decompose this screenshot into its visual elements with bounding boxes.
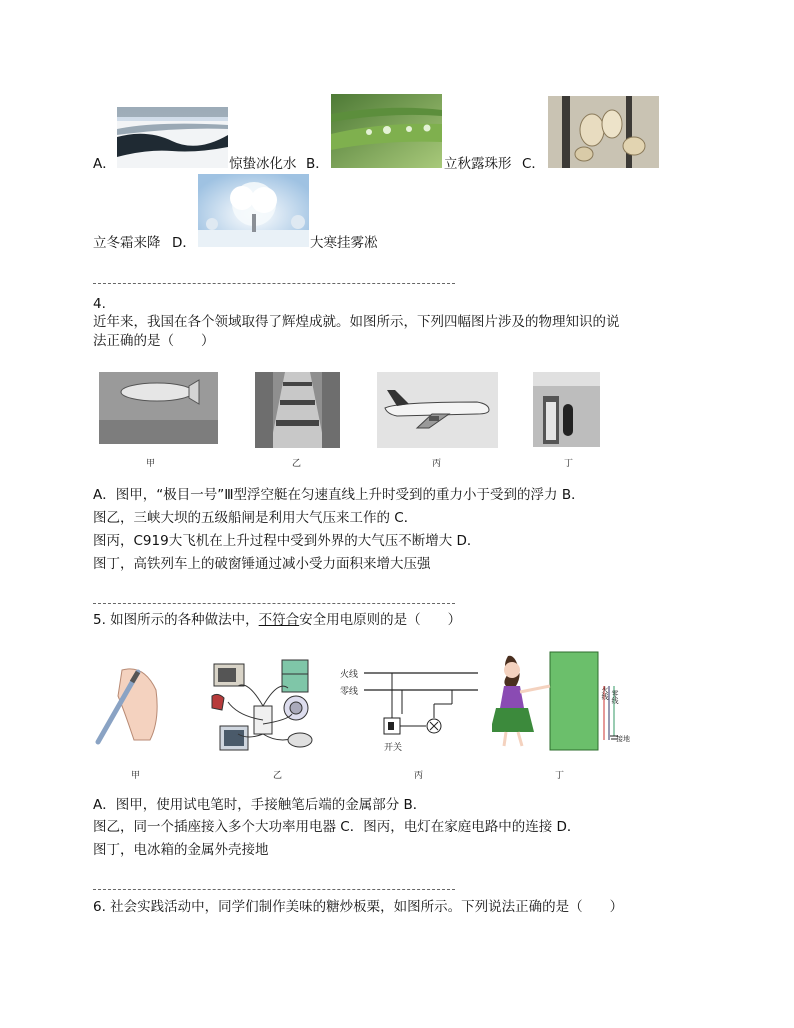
- q3-option-c-label: C．: [522, 156, 545, 172]
- q4-option-line3: 图丙，C919大飞机在上升过程中受到外界的大气压不断增大 D．: [93, 533, 481, 549]
- q5-option-line1: A．图甲，使用试电笔时，手接触笔后端的金属部分 B．: [93, 797, 427, 813]
- q4-caption-yi: 乙: [292, 459, 302, 469]
- q3-option-d-text: 大寒挂雾凇: [310, 235, 378, 251]
- q3-option-b-label: B．: [306, 156, 329, 172]
- q5-option-line2: 图乙，同一个插座接入多个大功率用电器 C．图丙，电灯在家庭电路中的连接 D．: [93, 819, 581, 835]
- q5-option-line3: 图丁，电冰箱的金属外壳接地: [93, 842, 269, 858]
- q5-stem: 5. 如图所示的各种做法中，不符合安全用电原则的是（ ）: [93, 612, 462, 628]
- frost-leaves-photo: [548, 96, 659, 168]
- q5-stem-emphasis: 不符合: [258, 612, 300, 628]
- q3-option-a-label: A．: [93, 156, 116, 172]
- q5-caption-ding: 丁: [555, 771, 565, 781]
- fridge-live-wire-label: 火线: [601, 686, 609, 700]
- q4-caption-ding: 丁: [564, 459, 574, 469]
- overloaded-socket-illustration: [208, 650, 320, 756]
- ice-thaw-photo: [117, 107, 228, 168]
- q5-caption-jia: 甲: [131, 771, 141, 781]
- q4-caption-jia: 甲: [146, 459, 156, 469]
- q3-option-d-label: D．: [172, 235, 196, 251]
- fridge-neutral-wire-label: 零线: [611, 690, 619, 704]
- question-separator: [93, 283, 455, 284]
- test-pen-illustration: [94, 660, 162, 746]
- lamp-circuit-diagram: [340, 664, 482, 752]
- rime-tree-photo: [198, 174, 309, 247]
- live-wire-label: 火线: [340, 670, 359, 680]
- q4-stem-line2: 法正确的是（ ）: [93, 333, 215, 349]
- fridge-grounding-illustration: [492, 646, 632, 758]
- q6-stem: 6. 社会实践活动中，同学们制作美味的糖炒板栗，如图所示。下列说法正确的是（ ）: [93, 899, 624, 915]
- q4-option-line4: 图丁，高铁列车上的破窗锤通过减小受力面积来增大压强: [93, 556, 431, 572]
- window-breaker-photo: [533, 372, 600, 447]
- q4-option-line1: A．图甲，“极目一号”Ⅲ型浮空艇在匀速直线上升时受到的重力小于受到的浮力 B．: [93, 487, 585, 503]
- q5-caption-yi: 乙: [273, 771, 283, 781]
- airship-photo: [99, 372, 218, 444]
- dew-drops-photo: [331, 94, 442, 168]
- q4-caption-bing: 丙: [432, 459, 442, 469]
- q4-number: 4.: [93, 296, 106, 312]
- neutral-wire-label: 零线: [340, 687, 359, 697]
- q3-option-b-text: 立秋露珠形: [444, 156, 512, 172]
- q3-option-c-text: 立冬霜来降: [93, 235, 161, 251]
- q4-stem-line1: 近年来，我国在各个领域取得了辉煌成就。如图所示，下列四幅图片涉及的物理知识的说: [93, 314, 620, 330]
- ship-lock-photo: [255, 372, 340, 448]
- ground-label: 接地: [616, 735, 630, 743]
- q4-option-line2: 图乙，三峡大坝的五级船闸是利用大气压来工作的 C．: [93, 510, 418, 526]
- airplane-photo: [377, 372, 498, 448]
- q5-caption-bing: 丙: [414, 771, 424, 781]
- q3-option-a-text: 惊蛰冰化水: [229, 156, 297, 172]
- question-separator: [93, 889, 455, 890]
- switch-label: 开关: [384, 743, 403, 753]
- question-separator: [93, 603, 455, 604]
